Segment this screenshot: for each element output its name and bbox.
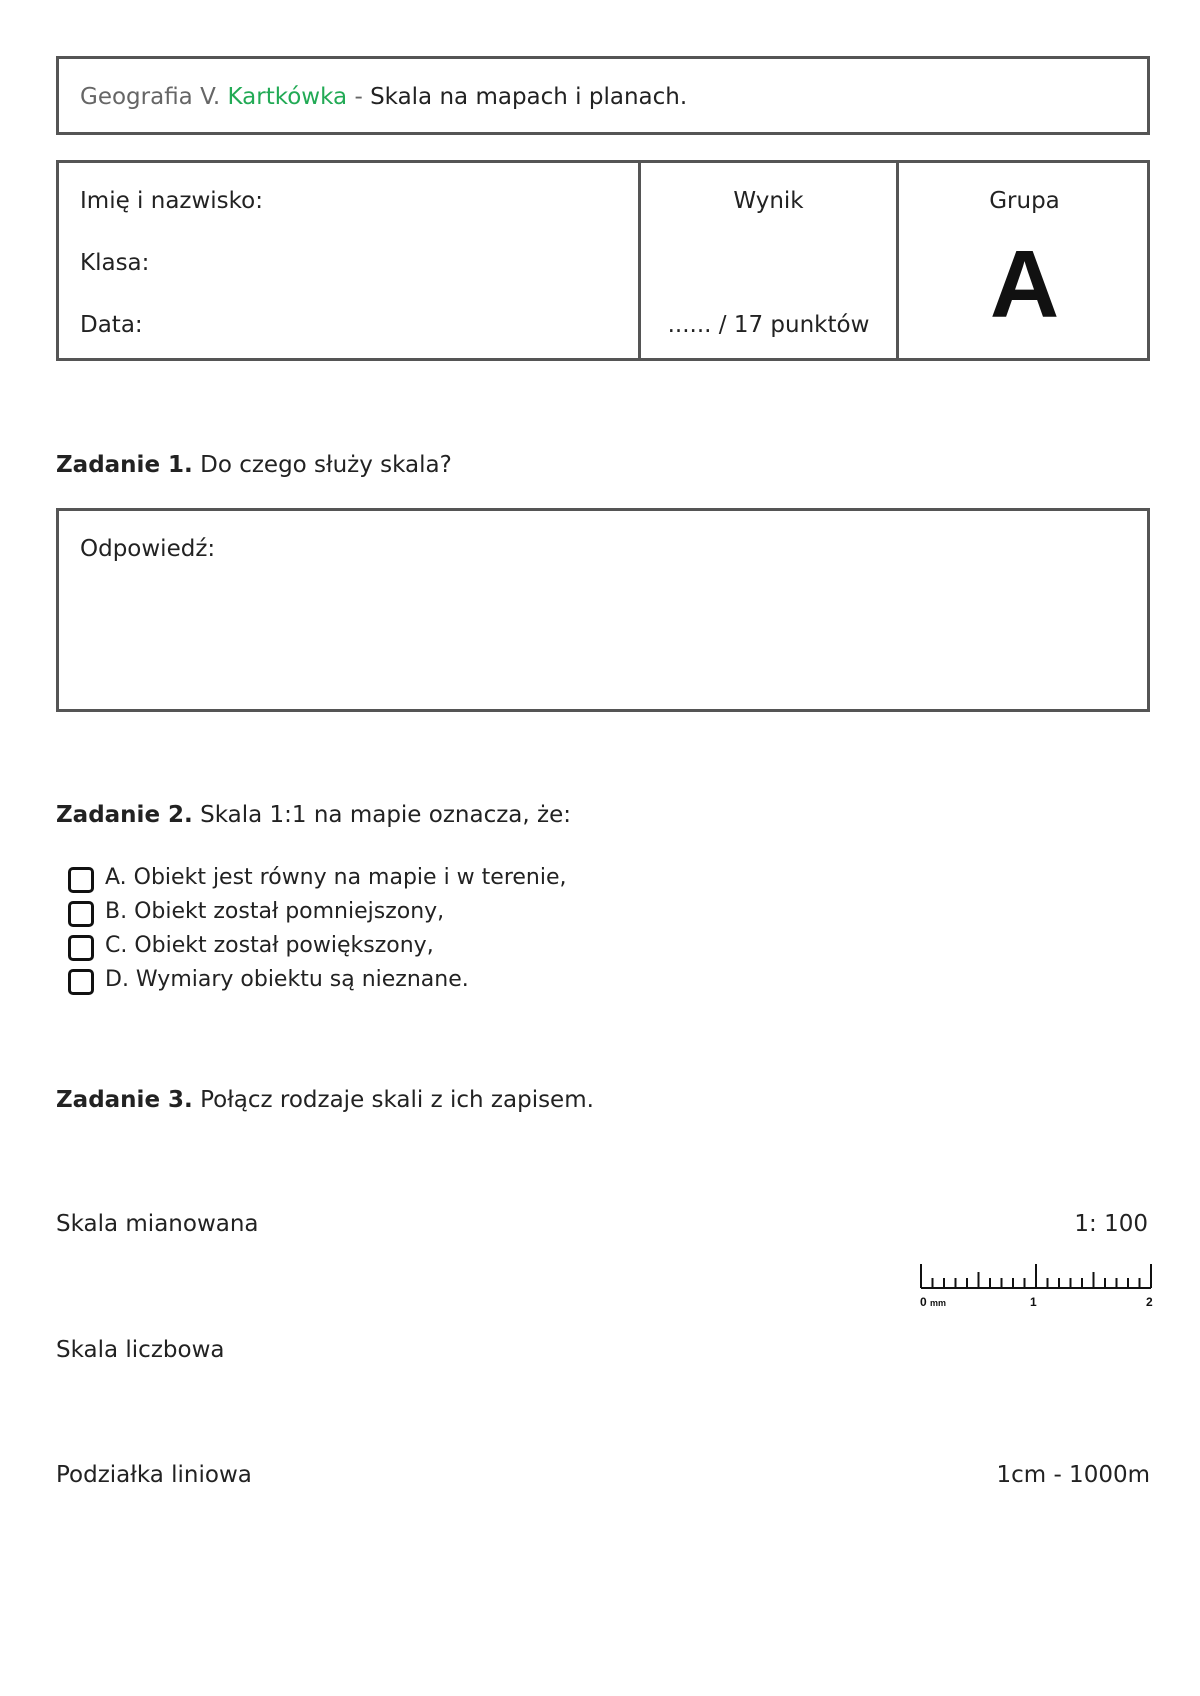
task1-label: Zadanie 1. <box>56 452 193 478</box>
task3-question: Połącz rodzaje skali z ich zapisem. <box>200 1087 594 1113</box>
scale-named-example: 1cm - 1000m <box>996 1462 1150 1488</box>
group-letter: A <box>989 231 1060 338</box>
task2-question: Skala 1:1 na mapie oznacza, że: <box>200 802 571 828</box>
task2-heading <box>56 801 571 829</box>
ruler-label-one: 1 <box>1030 1295 1037 1308</box>
task3-heading <box>56 1086 594 1114</box>
option-a: A. Obiekt jest równy na mapie i w terenie, <box>105 865 567 890</box>
score-value: ...... / 17 punktów <box>667 312 870 338</box>
scale-type-named: Skala mianowana <box>56 1211 259 1237</box>
answer-box[interactable] <box>56 508 1150 712</box>
scale-type-numeric: Skala liczbowa <box>56 1337 225 1363</box>
title-kind: Kartkówka <box>227 84 348 110</box>
option-c: C. Obiekt został powiększony, <box>105 933 434 958</box>
title-separator: - <box>354 84 363 110</box>
task2-label: Zadanie 2. <box>56 802 193 828</box>
option-b: B. Obiekt został pomniejszony, <box>105 899 445 924</box>
option-c-checkbox[interactable] <box>68 935 94 961</box>
task1-question: Do czego służy skala? <box>200 452 452 478</box>
task1-heading <box>56 451 452 479</box>
title-topic: Skala na mapach i planach. <box>370 84 688 110</box>
score-label: Wynik <box>733 188 804 214</box>
title-box <box>56 56 1150 135</box>
ruler-label-zero: 0 <box>920 1295 927 1308</box>
scale-type-linear: Podziałka liniowa <box>56 1462 252 1488</box>
ruler-label-unit: mm <box>930 1298 947 1308</box>
option-a-checkbox[interactable] <box>68 867 94 893</box>
class-label: Klasa: <box>80 250 150 276</box>
name-label: Imię i nazwisko: <box>80 188 263 214</box>
option-d: D. Wymiary obiektu są nieznane. <box>105 967 469 992</box>
option-d-checkbox[interactable] <box>68 969 94 995</box>
scale-numeric-example: 1: 100 <box>1074 1211 1148 1237</box>
task3-label: Zadanie 3. <box>56 1087 193 1113</box>
answer-label: Odpowiedź: <box>80 536 216 562</box>
title-subject: Geografia V. <box>80 84 221 110</box>
date-label: Data: <box>80 312 143 338</box>
ruler-label-two: 2 <box>1146 1295 1153 1308</box>
linear-scale-bar <box>918 1262 1154 1308</box>
option-b-checkbox[interactable] <box>68 901 94 927</box>
student-info-box <box>56 160 1150 361</box>
worksheet-title <box>80 83 687 111</box>
group-label: Grupa <box>989 188 1060 214</box>
